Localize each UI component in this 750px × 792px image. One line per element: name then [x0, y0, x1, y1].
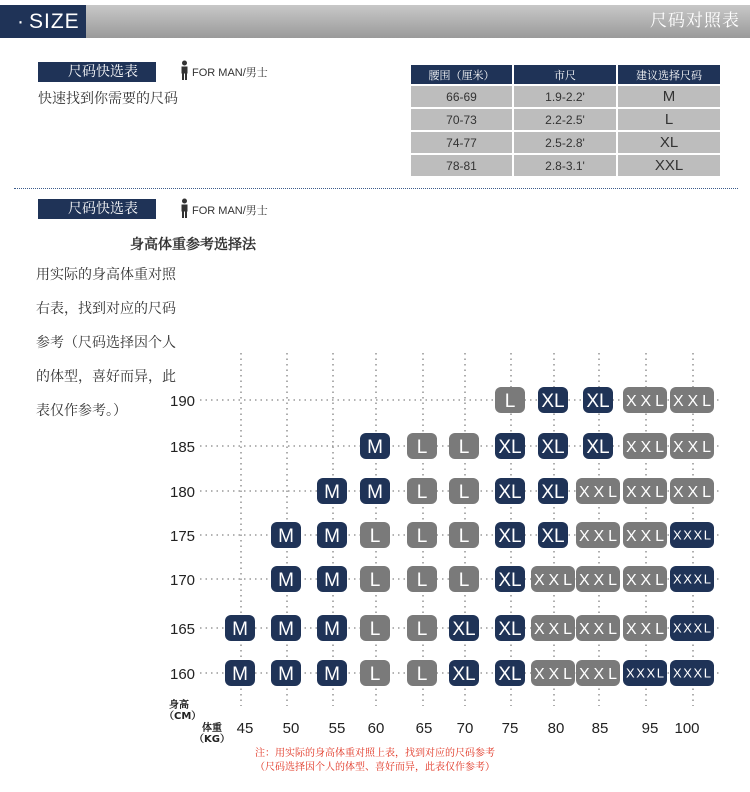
size-cell: M [618, 86, 720, 107]
size-badge-text: XL [586, 390, 610, 412]
size-badge-xxl [623, 566, 667, 592]
size-badge-l [360, 660, 390, 686]
size-badge-text: XXXL [626, 665, 664, 681]
note-line-2: （尺码选择因个人的体型、喜好而异，此表仅作参考） [255, 762, 495, 773]
col-header-waist: 腰围（厘米） [411, 65, 512, 84]
size-badge-text: XXL [673, 392, 711, 410]
size-badge-l [407, 433, 437, 459]
size-badge-m [271, 522, 301, 548]
size-badge-l [449, 478, 479, 504]
size-badge-text: M [278, 663, 294, 685]
size-badge-text: M [324, 481, 340, 503]
waist-cell: 66-69 [411, 86, 512, 107]
size-badge-xl [538, 478, 568, 504]
size-badge-xl [583, 387, 613, 413]
size-badge-m [360, 478, 390, 504]
y-tick-label: 175 [170, 528, 196, 545]
size-badge-text: L [416, 436, 428, 458]
quick-size-tag: 尺码快选表 [38, 62, 156, 82]
x-tick-label: 85 [591, 720, 609, 737]
size-cell: L [618, 109, 720, 130]
waist-cell: 74-77 [411, 132, 512, 153]
size-badge-text: XXL [626, 571, 664, 589]
size-badge-text: XXL [673, 438, 711, 456]
size-badge-text: XXL [579, 571, 617, 589]
size-badge-xxxl [670, 566, 714, 592]
size-badge-text: XL [498, 436, 522, 458]
size-badge-xl [495, 615, 525, 641]
size-badge-text: XXL [626, 392, 664, 410]
size-badge-text: M [367, 481, 383, 503]
size-badge-xl [495, 566, 525, 592]
quick-size-tag-2: 尺码快选表 [38, 199, 156, 219]
shichi-cell: 2.5-2.8' [514, 132, 616, 153]
y-tick-label: 165 [170, 621, 196, 638]
size-badge-m [317, 566, 347, 592]
size-badge-xxl [576, 478, 620, 504]
size-badge-text: XXL [626, 483, 664, 501]
size-badge-text: L [504, 390, 516, 412]
size-badge-m [225, 615, 255, 641]
description-line: 表仅作参考。） [36, 403, 127, 419]
size-badge-text: XXXL [673, 571, 711, 587]
size-badge-xxl [531, 660, 575, 686]
y-tick-label: 170 [170, 572, 196, 589]
size-badge-text: XXL [579, 665, 617, 683]
x-tick-label: 75 [501, 720, 519, 737]
weight-axis-label [194, 723, 230, 745]
size-badge-xxl [623, 433, 667, 459]
size-badge-text: L [369, 663, 381, 685]
size-badge-text: M [367, 436, 383, 458]
size-badge-l [360, 615, 390, 641]
size-badge-m [360, 433, 390, 459]
size-badge-text: M [278, 618, 294, 640]
size-badge-text: L [369, 525, 381, 547]
size-badge-m [271, 566, 301, 592]
description-line: 右表，找到对应的尺码 [36, 301, 176, 317]
y-tick-label: 160 [170, 666, 196, 683]
size-badge-l [407, 566, 437, 592]
size-badge-xl [495, 522, 525, 548]
size-title-block: · SIZE [0, 5, 86, 38]
size-badge-text: L [416, 481, 428, 503]
size-badge-xl [449, 615, 479, 641]
quick-find-subtitle: 快速找到你需要的尺码 [38, 91, 178, 107]
size-badge-text: XL [586, 436, 610, 458]
waist-cell: 70-73 [411, 109, 512, 130]
y-tick-label: 190 [170, 393, 196, 410]
size-badge-xxl [670, 478, 714, 504]
size-badge-xl [449, 660, 479, 686]
size-badge-xxl [576, 566, 620, 592]
col-header-size: 建议选择尺码 [618, 65, 720, 84]
size-badge-text: M [278, 525, 294, 547]
size-badge-text: M [324, 663, 340, 685]
size-badge-text: M [278, 569, 294, 591]
size-badge-text: XL [498, 663, 522, 685]
col-header-shichi: 市尺 [514, 65, 616, 84]
size-badge-xxl [623, 387, 667, 413]
weight-axis-unit: （KG） [194, 734, 230, 745]
size-badge-xxl [623, 522, 667, 548]
size-badge-text: XL [541, 481, 565, 503]
height-axis-title: 身高 [169, 700, 189, 711]
size-badge-xxl [623, 615, 667, 641]
size-badge-xl [538, 522, 568, 548]
size-badge-xxl [670, 433, 714, 459]
size-badge-text: XXL [534, 571, 572, 589]
size-cell: XL [618, 132, 720, 153]
size-badge-text: L [458, 436, 470, 458]
size-badge-l [360, 522, 390, 548]
size-badge-xxl [670, 387, 714, 413]
size-title: SIZE [29, 10, 80, 33]
size-badge-text: L [369, 569, 381, 591]
size-badge-m [317, 522, 347, 548]
size-badge-l [407, 522, 437, 548]
size-badge-text: XXL [579, 483, 617, 501]
note-line-1: 注：用实际的身高体重对照上表，找到对应的尺码参考 [255, 748, 495, 759]
size-badge-xxxl [670, 615, 714, 641]
size-badge-text: XXL [626, 527, 664, 545]
waist-cell: 78-81 [411, 155, 512, 176]
size-badge-text: XL [541, 525, 565, 547]
size-badge-text: M [324, 569, 340, 591]
x-tick-label: 60 [367, 720, 385, 737]
size-badge-xxl [576, 615, 620, 641]
size-badge-text: XXL [579, 620, 617, 638]
size-badge-text: XL [452, 618, 476, 640]
weight-axis-title: 体重 [202, 723, 222, 734]
size-badge-l [449, 566, 479, 592]
size-badge-text: XL [498, 618, 522, 640]
x-tick-label: 45 [236, 720, 254, 737]
method-title: 身高体重参考选择法 [130, 237, 256, 253]
size-badge-text: L [416, 569, 428, 591]
size-badge-xxl [623, 478, 667, 504]
size-badge-m [225, 660, 255, 686]
size-badge-text: XXXL [673, 665, 711, 681]
size-badge-text: L [458, 569, 470, 591]
x-tick-label: 80 [547, 720, 565, 737]
size-badge-xl [495, 478, 525, 504]
size-badge-text: XXL [579, 527, 617, 545]
size-badge-l [407, 660, 437, 686]
size-badge-text: XL [541, 390, 565, 412]
description-line: 的体型，喜好而异，此 [36, 369, 176, 385]
size-badge-xxxl [670, 660, 714, 686]
size-badge-xl [538, 433, 568, 459]
size-badge-xxxl [623, 660, 667, 686]
size-badge-xxl [531, 566, 575, 592]
size-badge-text: L [416, 618, 428, 640]
shichi-cell: 2.2-2.5' [514, 109, 616, 130]
x-tick-label: 100 [674, 720, 700, 737]
size-badge-l [407, 615, 437, 641]
size-badge-text: XL [498, 569, 522, 591]
for-man-text: FOR MAN/男士 [192, 205, 268, 217]
size-badge-text: XL [452, 663, 476, 685]
size-badge-xl [495, 660, 525, 686]
shichi-cell: 2.8-3.1' [514, 155, 616, 176]
size-badge-text: XXL [534, 665, 572, 683]
size-badge-text: M [232, 618, 248, 640]
size-badge-text: XXL [626, 438, 664, 456]
size-badge-text: XXL [626, 620, 664, 638]
size-badge-text: M [324, 618, 340, 640]
description-line: 用实际的身高体重对照 [36, 267, 176, 283]
size-badge-text: M [324, 525, 340, 547]
size-badge-text: XXXL [673, 527, 711, 543]
size-badge-text: XXL [673, 483, 711, 501]
x-tick-label: 95 [641, 720, 659, 737]
x-tick-label: 65 [415, 720, 433, 737]
size-badge-m [317, 478, 347, 504]
size-badge-m [271, 660, 301, 686]
size-badge-text: M [232, 663, 248, 685]
size-badge-m [317, 660, 347, 686]
size-badge-l [449, 433, 479, 459]
size-badge-xxl [531, 615, 575, 641]
size-badge-l [449, 522, 479, 548]
y-tick-label: 185 [170, 439, 196, 456]
size-badge-text: L [458, 481, 470, 503]
x-tick-label: 70 [456, 720, 474, 737]
size-badge-text: L [458, 525, 470, 547]
size-badge-xl [538, 387, 568, 413]
size-badge-xxl [576, 660, 620, 686]
y-tick-label: 180 [170, 484, 196, 501]
height-axis-unit: （CM） [164, 711, 202, 722]
size-badge-text: XXXL [673, 620, 711, 636]
size-badge-l [360, 566, 390, 592]
size-badge-text: XL [498, 525, 522, 547]
size-badge-text: XL [541, 436, 565, 458]
size-badge-xl [495, 433, 525, 459]
size-badge-xxl [576, 522, 620, 548]
size-badge-text: L [416, 525, 428, 547]
description-line: 参考（尺码选择因个人 [36, 335, 176, 351]
for-man-text: FOR MAN/男士 [192, 67, 268, 79]
size-badge-xl [583, 433, 613, 459]
size-chart-title: 尺码对照表 [650, 11, 740, 31]
size-badge-text: L [416, 663, 428, 685]
size-cell: XXL [618, 155, 720, 176]
size-badge-text: XXL [534, 620, 572, 638]
size-badge-xxxl [670, 522, 714, 548]
size-badge-l [495, 387, 525, 413]
x-tick-label: 55 [328, 720, 346, 737]
size-badge-text: XL [498, 481, 522, 503]
shichi-cell: 1.9-2.2' [514, 86, 616, 107]
size-badge-text: L [369, 618, 381, 640]
height-axis-label [164, 700, 202, 722]
x-tick-label: 50 [282, 720, 300, 737]
size-badge-m [317, 615, 347, 641]
size-badge-l [407, 478, 437, 504]
size-badge-m [271, 615, 301, 641]
